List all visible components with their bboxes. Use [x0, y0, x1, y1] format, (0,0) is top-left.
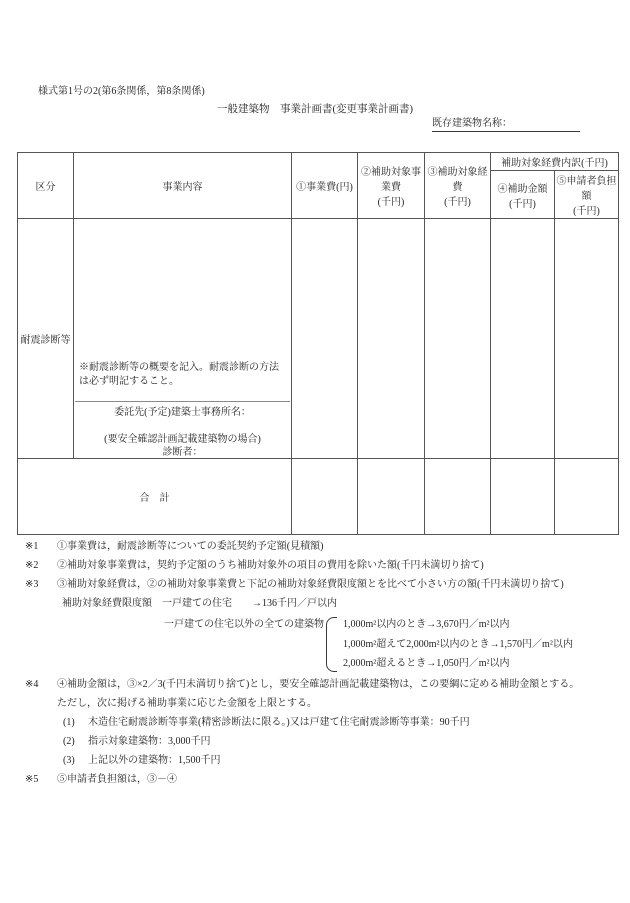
footnote-4-marker: ※4 — [25, 678, 39, 690]
col-header-subsidy-target-project-cost-label: ②補助対象事業費 — [361, 167, 421, 193]
footnote-5 — [0, 770, 630, 789]
total-row-label: 合 計 — [18, 459, 292, 535]
existing-building-name-field — [432, 114, 580, 132]
limit-tier-1: 1,000m²以内のとき→3,670円／m²以内 — [343, 619, 510, 630]
footnote-3-other-buildings-block — [0, 615, 630, 674]
limit-tier-list — [343, 615, 573, 674]
existing-building-name-row — [432, 114, 580, 132]
footnote-4-item-1-text: 木造住宅耐震診断等事業(精密診断法に限る。)又は戸建て住宅耐震診断等事業：90千円 — [88, 716, 470, 728]
business-content-lower-section — [75, 401, 290, 457]
footnote-4-item-3-num: (3) — [63, 754, 75, 766]
contractor-field[interactable] — [79, 406, 286, 419]
col-header-project-cost: ①事業費(円) — [292, 153, 358, 219]
footnote-4-item-2 — [0, 732, 630, 751]
col-header-subsidy-target-expense-unit: (千円) — [444, 197, 471, 208]
other-buildings-label: 一戸建ての住宅以外の全ての建築物 — [164, 619, 324, 630]
footnote-4-text: ④補助金額は，③×2／3(千円未満切り捨て)とし，要安全確認計画記載建築物は，この要綱に定める補助金額とする。 — [57, 678, 580, 690]
col-header-subsidy-target-expense-label: ③補助対象経費 — [427, 167, 488, 193]
footnote-1 — [0, 537, 630, 556]
col-header-subsidy-amount — [491, 171, 555, 219]
col-header-subsidy-amount-unit: (千円) — [509, 198, 536, 210]
col-header-business-content: 事業内容 — [74, 153, 292, 219]
total-cell-applicant-burden[interactable] — [555, 459, 619, 535]
footnote-1-text: ①事業費は，耐震診断等についての委託契約予定額(見積額) — [57, 541, 324, 552]
col-header-subsidy-amount-label: ④補助金額 — [497, 183, 548, 195]
total-cell-subsidy-amount[interactable] — [491, 459, 555, 535]
col-header-category: 区分 — [18, 153, 74, 219]
contractor-blank-line[interactable] — [79, 419, 286, 433]
footnote-4 — [0, 675, 630, 694]
business-content-input-area[interactable] — [75, 220, 290, 361]
footnote-2-marker: ※2 — [25, 560, 39, 571]
footnote-4-item-2-text: 指示対象建築物：3,000千円 — [88, 735, 211, 747]
footnote-4-text-2: ただし，次に掲げる補助事業に応じた金額を上限とする。 — [57, 697, 317, 709]
cell-subsidy-target-project-cost[interactable] — [358, 219, 425, 459]
footnote-5-text: ⑤申請者負担額は，③－④ — [57, 773, 177, 785]
diagnostician-field[interactable] — [79, 446, 286, 459]
row-category-seismic-diagnosis: 耐震診断等 — [18, 219, 74, 459]
existing-building-name-label: 既存建築物名称： — [432, 118, 512, 129]
footnote-4-item-1 — [0, 713, 630, 732]
business-content-cell — [74, 219, 292, 459]
footnote-4-item-3 — [0, 751, 630, 770]
brace-bracket-icon — [326, 617, 337, 672]
footnote-2-text: ②補助対象事業費は，契約予定額のうち補助対象外の項目の費用を除いた額(千円未満切り捨て) — [57, 560, 484, 571]
total-cell-subsidy-target-expense[interactable] — [425, 459, 491, 535]
case-note-label: (要安全確認計画記載建築物の場合) — [104, 434, 261, 445]
page-title: 一般建築物 事業計画書(変更事業計画書) — [217, 104, 413, 115]
business-content-note: ※耐震診断等の概要を記入。耐震診断の方法は必ず明記すること。 — [79, 362, 279, 387]
footnote-2 — [0, 556, 630, 575]
footnote-3 — [0, 575, 630, 594]
footnote-3-marker: ※3 — [25, 579, 39, 590]
footnote-3-text: ③補助対象経費は，②の補助対象事業費と下記の補助対象経費限度額とを比べて小さい方の額(千円未満切り捨て) — [57, 579, 564, 590]
form-number: 様式第1号の2(第6条関係，第8条関係) — [38, 86, 205, 97]
footnote-3-limit-line: 補助対象経費限度額 一戸建ての住宅 →136千円／戸以内 — [62, 598, 337, 609]
footnote-1-marker: ※1 — [25, 541, 39, 552]
cell-applicant-burden[interactable] — [555, 219, 619, 459]
col-header-expense-breakdown-group: 補助対象経費内訳(千円) — [491, 153, 619, 171]
footnote-4-item-3-text: 上記以外の建築物：1,500千円 — [88, 754, 221, 766]
total-cell-project-cost[interactable] — [292, 459, 358, 535]
footnote-4-item-2-num: (2) — [63, 735, 75, 747]
footnotes-section — [0, 537, 630, 789]
diagnostician-label: 診断者： — [162, 447, 203, 458]
contractor-label: 委託先(予定)建築士事務所名： — [114, 407, 251, 418]
col-header-applicant-burden-unit: (千円) — [573, 206, 600, 217]
col-header-applicant-burden — [555, 171, 619, 219]
cell-project-cost[interactable] — [292, 219, 358, 459]
business-content-upper-section — [75, 220, 290, 401]
business-plan-table — [17, 152, 619, 535]
col-header-subsidy-target-project-cost-unit: (千円) — [377, 197, 405, 208]
limit-tier-3: 2,000m²超えるとき→1,050円／m²以内 — [343, 658, 510, 669]
col-header-subsidy-target-project-cost — [358, 153, 425, 219]
total-cell-subsidy-target-project-cost[interactable] — [358, 459, 425, 535]
footnote-5-marker: ※5 — [25, 773, 39, 785]
footnote-4-item-1-num: (1) — [63, 716, 75, 728]
limit-tier-2: 1,000m²超えて2,000m²以内のとき→1,570円／m²以内 — [343, 638, 573, 650]
cell-subsidy-target-expense[interactable] — [425, 219, 491, 459]
col-header-subsidy-target-expense — [425, 153, 491, 219]
col-header-applicant-burden-label: ⑤申請者負担額 — [556, 176, 617, 202]
cell-subsidy-amount[interactable] — [491, 219, 555, 459]
